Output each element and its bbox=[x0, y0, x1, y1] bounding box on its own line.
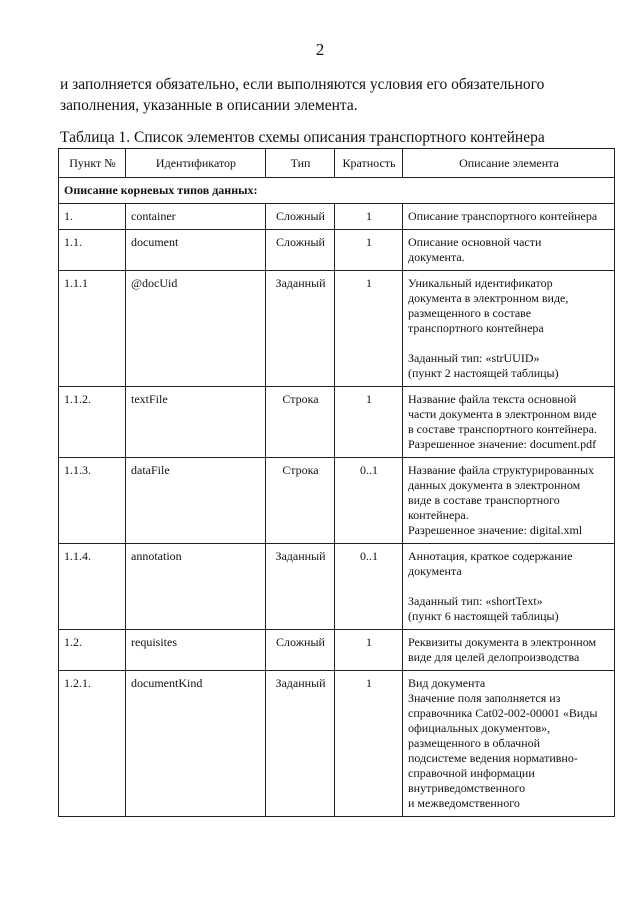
description-type-line: Заданный тип: «strUUID» bbox=[408, 351, 540, 365]
description-line: документа. bbox=[408, 250, 465, 264]
cell-multiplicity: 0..1 bbox=[335, 544, 403, 630]
table-row bbox=[59, 544, 615, 630]
description-line: виде для целей делопроизводства bbox=[408, 650, 580, 664]
cell-type: Заданный bbox=[266, 544, 335, 630]
cell-identifier: textFile bbox=[126, 387, 266, 458]
description-line: Реквизиты документа в электронном bbox=[408, 635, 597, 649]
cell-type: Сложный bbox=[266, 230, 335, 271]
header-identifier: Идентификатор bbox=[126, 149, 266, 178]
description-line: Описание транспортного контейнера bbox=[408, 209, 598, 223]
cell-identifier: requisites bbox=[126, 630, 266, 671]
table-row bbox=[59, 387, 615, 458]
cell-identifier: @docUid bbox=[126, 271, 266, 387]
cell-item: 1.2. bbox=[59, 630, 126, 671]
description-line: размещенного в составе bbox=[408, 306, 532, 320]
description-line: справочника Cat02-002-00001 «Виды bbox=[408, 706, 598, 720]
description-line: официальных документов», bbox=[408, 721, 551, 735]
description-line: данных документа в электронном bbox=[408, 478, 581, 492]
description-spacer bbox=[408, 336, 610, 351]
cell-item: 1.1.1 bbox=[59, 271, 126, 387]
cell-description bbox=[403, 204, 615, 230]
cell-multiplicity: 1 bbox=[335, 271, 403, 387]
section-title: Описание корневых типов данных: bbox=[59, 178, 615, 204]
description-line: контейнера. bbox=[408, 508, 469, 522]
table-row bbox=[59, 204, 615, 230]
cell-description bbox=[403, 387, 615, 458]
table-row bbox=[59, 230, 615, 271]
description-spacer bbox=[408, 579, 610, 594]
description-line: Значение поля заполняется из bbox=[408, 691, 561, 705]
header-multiplicity: Кратность bbox=[335, 149, 403, 178]
table-row bbox=[59, 671, 615, 817]
cell-multiplicity: 1 bbox=[335, 230, 403, 271]
cell-identifier: container bbox=[126, 204, 266, 230]
description-line: Название файла текста основной bbox=[408, 392, 577, 406]
cell-item: 1.2.1. bbox=[59, 671, 126, 817]
cell-multiplicity: 0..1 bbox=[335, 458, 403, 544]
cell-multiplicity: 1 bbox=[335, 204, 403, 230]
cell-type: Сложный bbox=[266, 204, 335, 230]
page-number: 2 bbox=[315, 40, 325, 59]
table-caption: Таблица 1. Список элементов схемы описания транспортного контейнера bbox=[60, 129, 545, 146]
description-type-line: (пункт 6 настоящей таблицы) bbox=[408, 609, 559, 623]
header-description: Описание элемента bbox=[403, 149, 615, 178]
intro-paragraph: и заполняется обязательно, если выполняются условия его обязательного заполнения, указанные в описании элемента. bbox=[60, 76, 545, 114]
description-line: внутриведомственного bbox=[408, 781, 526, 795]
cell-identifier: documentKind bbox=[126, 671, 266, 817]
cell-description bbox=[403, 630, 615, 671]
section-row bbox=[59, 178, 615, 204]
cell-type: Заданный bbox=[266, 671, 335, 817]
description-type-line: Заданный тип: «shortText» bbox=[408, 594, 543, 608]
description-line: части документа в электронном виде bbox=[408, 407, 597, 421]
cell-description bbox=[403, 671, 615, 817]
cell-item: 1.1. bbox=[59, 230, 126, 271]
description-line: Вид документа bbox=[408, 676, 486, 690]
cell-description bbox=[403, 544, 615, 630]
elements-table bbox=[58, 148, 615, 817]
description-type-line: (пункт 2 настоящей таблицы) bbox=[408, 366, 559, 380]
cell-description bbox=[403, 230, 615, 271]
description-line: Название файла структурированных bbox=[408, 463, 595, 477]
description-line: размещенного в облачной bbox=[408, 736, 541, 750]
cell-item: 1.1.2. bbox=[59, 387, 126, 458]
description-line: в составе транспортного контейнера. bbox=[408, 422, 597, 436]
description-line: Разрешенное значение: document.pdf bbox=[408, 437, 597, 451]
cell-identifier: dataFile bbox=[126, 458, 266, 544]
cell-multiplicity: 1 bbox=[335, 671, 403, 817]
description-line: виде в составе транспортного bbox=[408, 493, 560, 507]
cell-item: 1.1.4. bbox=[59, 544, 126, 630]
cell-description bbox=[403, 271, 615, 387]
description-line: транспортного контейнера bbox=[408, 321, 544, 335]
cell-type: Заданный bbox=[266, 271, 335, 387]
cell-item: 1. bbox=[59, 204, 126, 230]
description-line: Разрешенное значение: digital.xml bbox=[408, 523, 583, 537]
table-row bbox=[59, 271, 615, 387]
cell-description bbox=[403, 458, 615, 544]
table-row bbox=[59, 458, 615, 544]
description-line: подсистеме ведения нормативно- bbox=[408, 751, 578, 765]
description-line: документа bbox=[408, 564, 462, 578]
cell-identifier: document bbox=[126, 230, 266, 271]
cell-identifier: annotation bbox=[126, 544, 266, 630]
description-line: справочной информации bbox=[408, 766, 535, 780]
table-header-row bbox=[59, 149, 615, 178]
cell-type: Строка bbox=[266, 458, 335, 544]
header-type: Тип bbox=[266, 149, 335, 178]
header-item: Пункт № bbox=[59, 149, 126, 178]
description-line: Уникальный идентификатор bbox=[408, 276, 553, 290]
description-line: Описание основной части bbox=[408, 235, 542, 249]
description-line: и межведомственного bbox=[408, 796, 520, 810]
table-row bbox=[59, 630, 615, 671]
description-line: Аннотация, краткое содержание bbox=[408, 549, 573, 563]
cell-type: Строка bbox=[266, 387, 335, 458]
cell-multiplicity: 1 bbox=[335, 630, 403, 671]
cell-type: Сложный bbox=[266, 630, 335, 671]
description-line: документа в электронном виде, bbox=[408, 291, 569, 305]
cell-item: 1.1.3. bbox=[59, 458, 126, 544]
cell-multiplicity: 1 bbox=[335, 387, 403, 458]
